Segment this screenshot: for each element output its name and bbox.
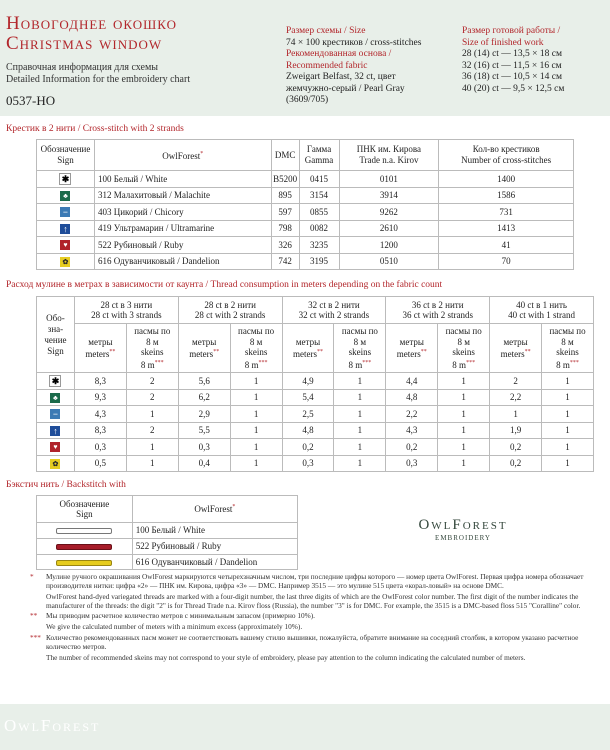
table-row: ↑ 419 Ультрамарин / Ultramarine 798 0082 2610 1413 <box>37 220 574 237</box>
table-header-row <box>37 140 574 171</box>
header-skeins: пасмы по 8 м skeins 8 m*** <box>334 324 386 373</box>
header-skeins: пасмы по 8 м skeins 8 m*** <box>126 324 178 373</box>
backstitch-table <box>36 495 298 570</box>
header-meters: метры meters** <box>386 324 438 373</box>
header-skeins: пасмы по 8 м skeins 8 m*** <box>542 324 594 373</box>
finished-size-0: 28 (14) ct — 13,5 × 18 см <box>462 49 563 59</box>
header-meters: метры meters** <box>74 324 126 373</box>
chart-code: 0537-НО <box>6 93 56 108</box>
table-row: − 403 Цикорий / Chicory 597 0855 9262 731 <box>37 204 574 221</box>
header-group-32ct-2: 32 ct в 2 нити 32 ct with 2 strands <box>282 297 386 324</box>
table-subheader-row <box>37 324 594 373</box>
table-row: ✱ 100 Белый / White B5200 0415 0101 1400 <box>37 171 574 188</box>
title-ru: Новогоднее окошко <box>6 13 177 34</box>
finished-label-1: Размер готовой работы / <box>462 26 561 36</box>
footer-band <box>0 704 610 750</box>
header-group-40ct-1: 40 ct в 1 нить 40 ct with 1 strand <box>490 297 594 324</box>
fabric-value-2: жемчужно-серый / Pearl Gray <box>286 83 405 94</box>
header-owlforest: OwlForest* <box>94 140 271 171</box>
header-band <box>0 0 610 116</box>
flower-icon: ✿ <box>60 257 70 267</box>
footnote-1: * Мулине ручного окрашивания OwlForest маркируются четырехзначным числом, три последние цифры которого — номер цвета OwlForest. Первая цифра номера обозначает производителя нитки: цифра «2» — ПНК им. Кирова, цифра «3» — DMC. Например 3515 — это мулине 515 цвета «корал-ловый» на основе DMC. OwlForest hand-dyed variegated threads are marked with a four-digit number, the last three digits of which are the OwlForest color number. The first digit of the number indicates the manufacturer of the threads: the digit "2" is for Thread Trade n.a. Kirov floss (Russia), the number "3" is for DMC. For example, the 3515 is a DMC-based floss 515 "Coralline" color. <box>30 572 584 611</box>
header-owlforest: OwlForest* <box>132 496 297 523</box>
star-icon: ✱ <box>59 173 71 185</box>
table-row: ♥ 0,3 1 0,3 1 0,2 1 0,2 1 0,2 1 <box>37 439 594 456</box>
footer-logo: OwlForest <box>4 716 101 735</box>
finished-size-1: 32 (16) ct — 11,5 × 16 см <box>462 60 562 71</box>
header-group-36ct-2: 36 ct в 2 нити 36 ct with 2 strands <box>386 297 490 324</box>
header-sign: Обо- зна- чение Sign <box>37 297 75 373</box>
star-icon: ✱ <box>49 375 61 387</box>
finished-size-2: 36 (18) ct — 10,5 × 14 см <box>462 72 563 82</box>
ruby-strand-icon <box>56 544 112 550</box>
table-row: ✿ 0,5 1 0,4 1 0,3 1 0,3 1 0,2 1 <box>37 455 594 472</box>
section-backstitch: Бэкстич нить / Backstitch with <box>6 480 126 490</box>
table-row: ♣ 9,3 2 6,2 1 5,4 1 4,8 1 2,2 1 <box>37 389 594 406</box>
finished-size-block <box>462 26 607 95</box>
table-row: 100 Белый / White <box>37 523 298 539</box>
dandelion-strand-icon <box>56 560 112 566</box>
table-row: ↑ 8,3 2 5,5 1 4,8 1 4,3 1 1,9 1 <box>37 422 594 439</box>
title-en: Christmas window <box>6 33 163 54</box>
finished-label-2: Size of finished work <box>462 37 544 48</box>
tree-icon: ♣ <box>50 393 60 403</box>
fabric-label-2: Recommended fabric <box>286 60 368 71</box>
table-row: ✿ 616 Одуванчиковый / Dandelion 742 3195 0510 70 <box>37 253 574 270</box>
footnotes <box>6 572 604 663</box>
header-skeins: пасмы по 8 м skeins 8 m*** <box>438 324 490 373</box>
table-row: ♣ 312 Малахитовый / Malachite 895 3154 3914 1586 <box>37 187 574 204</box>
arrow-up-icon: ↑ <box>60 224 70 234</box>
header-count: Кол-во крестиков Number of cross-stitches <box>439 140 574 171</box>
size-value: 74 × 100 крестиков / cross-stitches <box>286 37 422 48</box>
heart-icon: ♥ <box>60 240 70 250</box>
chart-size-block <box>286 26 446 107</box>
header-gamma: Гамма Gamma <box>299 140 339 171</box>
white-strand-icon <box>56 528 112 534</box>
header-skeins: пасмы по 8 м skeins 8 m*** <box>230 324 282 373</box>
fabric-value-3: (3609/705) <box>286 95 329 105</box>
table-row: 616 Одуванчиковый / Dandelion <box>37 554 298 570</box>
info-ru: Справочная информация для схемы <box>6 62 159 73</box>
size-label: Размер схемы / Size <box>286 26 366 36</box>
header-group-28ct-3: 28 ct в 3 нити 28 ct with 3 strands <box>74 297 178 324</box>
header-meters: метры meters** <box>490 324 542 373</box>
arrow-up-icon: ↑ <box>50 426 60 436</box>
footnote-3: *** Количество рекомендованных пасм может не соответствовать вашему стилю вышивки, пожалуйста, обратите внимание на соседний столбик, в котором указано расчетное количество метров. The number of recommended skeins may not correspond to your style of embroidery, please pay attention to the column indicating the calculated number of meters. <box>30 632 579 662</box>
table-header-row <box>37 496 298 523</box>
finished-size-3: 40 (20) ct — 9,5 × 12,5 см <box>462 83 565 94</box>
table-row: ♥ 522 Рубиновый / Ruby 326 3235 1200 41 <box>37 237 574 254</box>
header-dmc: DMC <box>271 140 299 171</box>
tree-icon: ♣ <box>60 191 70 201</box>
cross-stitch-table <box>36 139 574 270</box>
footnote-2: ** Мы приводим расчетное количество метров с минимальным запасом (примерно 10%). We give the calculated number of meters with a minimum excess (approximately 10%). <box>30 611 315 632</box>
header-sign: Обозначение Sign <box>37 496 133 523</box>
flower-icon: ✿ <box>50 459 60 469</box>
header-sign: Обозначение Sign <box>37 140 95 171</box>
fabric-label-1: Рекомендованная основа / <box>286 49 392 59</box>
heart-icon: ♥ <box>50 442 60 452</box>
minus-icon: − <box>60 207 70 217</box>
table-group-header-row <box>37 297 594 324</box>
table-row: 522 Рубиновый / Ruby <box>37 538 298 554</box>
header-meters: метры meters** <box>282 324 334 373</box>
section-thread-consumption: Расход мулине в метрах в зависимости от каунта / Thread consumption in meters depending on the fabric count <box>6 280 443 290</box>
thread-consumption-table <box>36 296 594 472</box>
table-row: − 4,3 1 2,9 1 2,5 1 2,2 1 1 1 <box>37 406 594 423</box>
info-en: Detailed Information for the embroidery chart <box>6 74 191 85</box>
table-row: ✱ 8,3 2 5,6 1 4,9 1 4,4 1 2 1 <box>37 373 594 390</box>
section-cross-stitch: Крестик в 2 нити / Cross-stitch with 2 strands <box>6 124 184 134</box>
header-meters: метры meters** <box>178 324 230 373</box>
fabric-value-1: Zweigart Belfast, 32 ct, цвет <box>286 72 396 82</box>
minus-icon: − <box>50 409 60 419</box>
header-pnk: ПНК им. Кирова Trade n.a. Kirov <box>339 140 439 171</box>
owlforest-logo: OwlForest EMBROIDERY <box>418 517 508 542</box>
header-group-28ct-2: 28 ct в 2 нити 28 ct with 2 strands <box>178 297 282 324</box>
